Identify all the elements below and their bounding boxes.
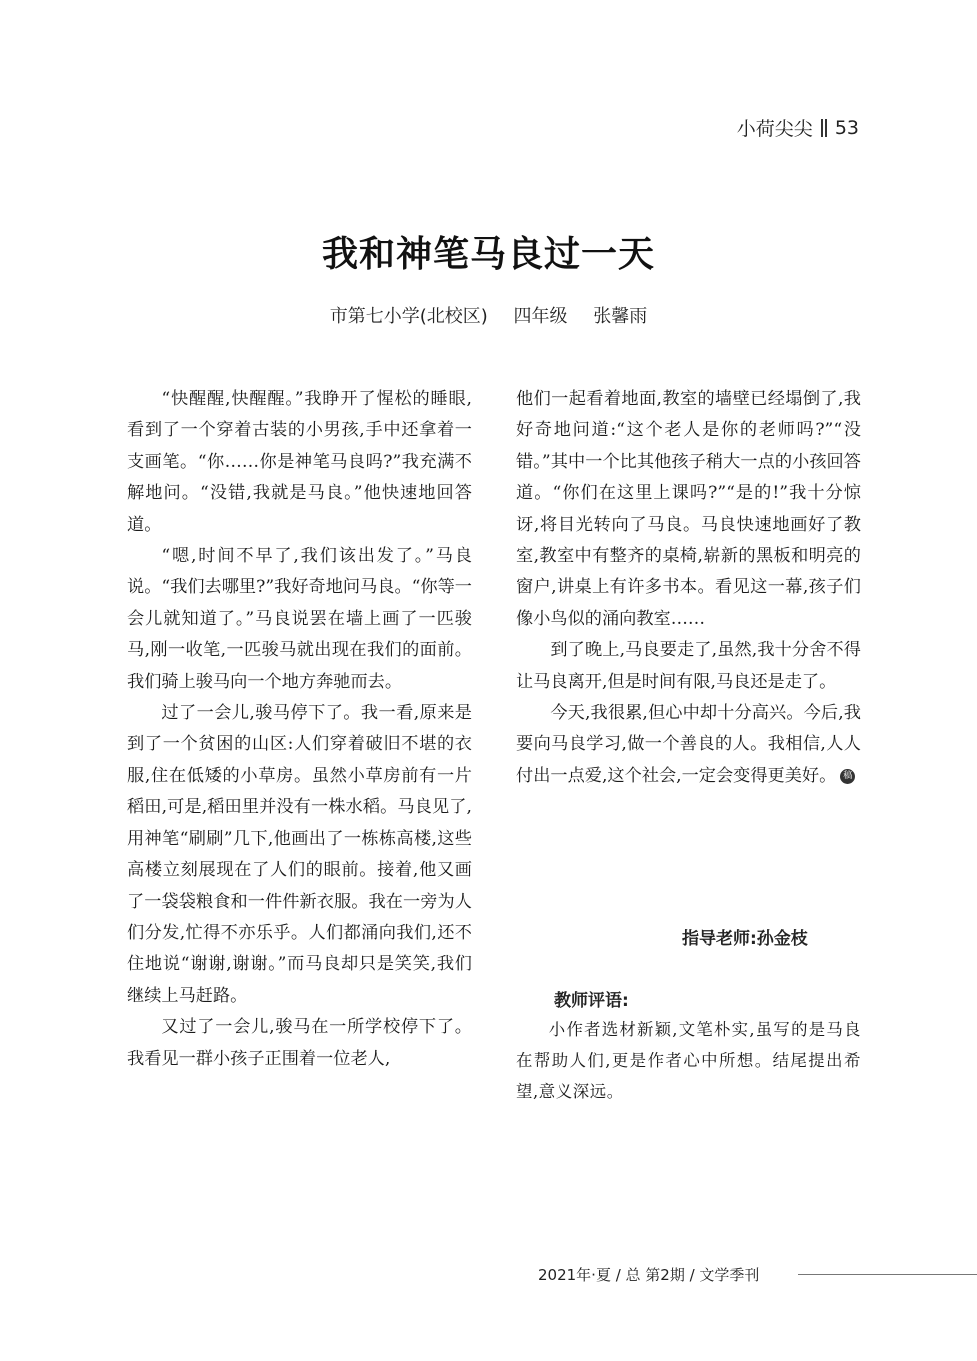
teacher-comment <box>516 1014 861 1107</box>
paragraph-6-text: 今天,我很累,但心中却十分高兴。今后,我要向马良学习,做一个善良的人。我相信,人人付出一点爱,这个社会,一定会变得更美好。 <box>516 703 861 786</box>
left-column <box>127 384 472 1075</box>
author-school: 市第七小学(北校区) <box>329 306 488 327</box>
header-separator <box>821 119 827 137</box>
teacher-comment-text: 小作者选材新颖,文笔朴实,虽写的是马良在帮助人们,更是作者心中所想。结尾提出希望,意义深远。 <box>516 1020 861 1101</box>
author-byline <box>0 302 977 328</box>
teacher-comment-label: 教师评语: <box>554 991 629 1011</box>
paragraph-4: 又过了一会儿,骏马在一所学校停下了。我看见一群小孩子正围着一位老人, <box>127 1017 472 1069</box>
paragraph-1: “快醒醒,快醒醒。”我睁开了惺松的睡眼,看到了一个穿着古装的小男孩,手中还拿着一支画笔。“你……你是神笔马良吗?”我充满不解地问。“没错,我就是马良。”他快速地回答道。 <box>127 389 472 535</box>
paragraph-3: 过了一会儿,骏马停下了。我一看,原来是到了一个贫困的山区:人们穿着破旧不堪的衣服,住在低矮的小草房。虽然小草房前有一片稻田,可是,稻田里并没有一株水稻。马良见了,用神笔“刷刷”几下,他画出了一栋栋高楼,这些高楼立刻展现在了人们的眼前。接着,他又画了一袋袋粮食和一件件新衣服。我在一旁为人们分发,忙得不亦乐乎。人们都涌向我们,还不住地说“谢谢,谢谢。”而马良却只是笑笑,我们继续上马赶路。 <box>127 703 472 1006</box>
end-mark-icon: 稿 <box>840 769 855 784</box>
paragraph-5: 到了晚上,马良要走了,虽然,我十分舍不得让马良离开,但是时间有限,马良还是走了。 <box>516 640 861 692</box>
running-header <box>737 114 859 141</box>
article-title: 我和神笔马良过一天 <box>321 233 655 275</box>
page-number: 53 <box>834 116 859 139</box>
author-name: 张馨雨 <box>593 306 648 327</box>
paragraph-6 <box>516 698 861 792</box>
right-column <box>516 384 861 792</box>
advisor-credit: 指导老师:孙金枝 <box>682 929 808 949</box>
footer-rule <box>798 1274 977 1275</box>
paragraph-4-continued: 他们一起看着地面,教室的墙壁已经塌倒了,我好奇地问道:“这个老人是你的老师吗?”“没错。”其中一个比其他孩子稍大一点的小孩回答道。“你们在这里上课吗?”“是的!”我十分惊讶,将目光转向了马良。马良快速地画好了教室,教室中有整齐的桌椅,崭新的黑板和明亮的窗户,讲桌上有许多书本。看见这一幕,孩子们像小鸟似的涌向教室…… <box>516 389 861 629</box>
column-name: 小荷尖尖 <box>736 118 813 140</box>
footer-issue: 2021年·夏 / 总 第2期 / 文学季刊 <box>538 1266 760 1284</box>
author-grade: 四年级 <box>513 306 568 327</box>
paragraph-2: “嗯,时间不早了,我们该出发了。”马良说。“我们去哪里?”我好奇地问马良。“你等一会儿就知道了。”马良说罢在墙上画了一匹骏马,刚一收笔,一匹骏马就出现在我们的面前。我们骑上骏马向一个地方奔驰而去。 <box>127 546 472 692</box>
